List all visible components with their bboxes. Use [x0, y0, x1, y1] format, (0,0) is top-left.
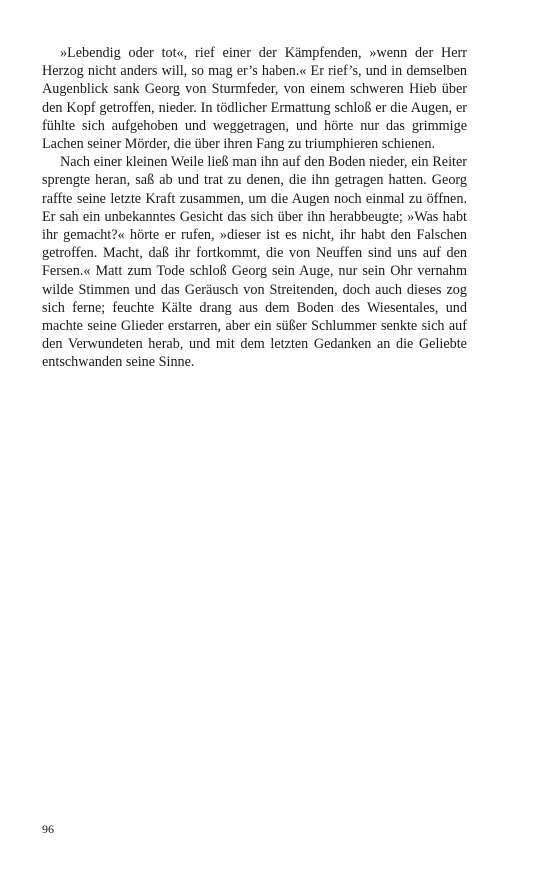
paragraph-2: Nach einer kleinen Weile ließ man ihn auf den Boden nieder, ein Reiter sprengte heran, saß ab und trat zu denen, die ihn getragen hatten. Georg raffte seine letzte Kraft zusammen, um die Augen noch einmal zu öffnen. Er sah ein unbekanntes Gesicht das sich über ihn herabbeugte; »Was habt ihr gemacht?« hörte er rufen, »dieser ist es nicht, ihr habt den Falschen getroffen. Macht, daß ihr fortkommt, die von Neuffen sind uns auf den Fersen.« Matt zum Tode schloß Georg sein Auge, nur sein Ohr vernahm wilde Stimmen und das Geräusch von Streitenden, doch auch dieses zog sich ferne; feuchte Kälte drang aus dem Boden des Wiesentales, und machte seine Glieder erstarren, aber ein süßer Schlummer senkte sich auf den Verwundeten herab, und mit dem letzten Gedanken an die Geliebte entschwanden seine Sinne.: [42, 154, 467, 371]
paragraph-1: »Lebendig oder tot«, rief einer der Kämpfenden, »wenn der Herr Herzog nicht anders will, so mag er’s haben.« Er rief’s, und in demselben Augenblick sank Georg von Sturmfeder, von einem schweren Hieb über den Kopf getroffen, nieder. In tödlicher Ermattung schloß er die Augen, er fühlte sich aufgehoben und weggetragen, und hörte nur das grimmige Lachen seiner Mörder, die über ihren Fang zu triumphieren schienen.: [42, 45, 467, 153]
page-number: 96: [42, 822, 54, 836]
body-text: [42, 44, 467, 372]
